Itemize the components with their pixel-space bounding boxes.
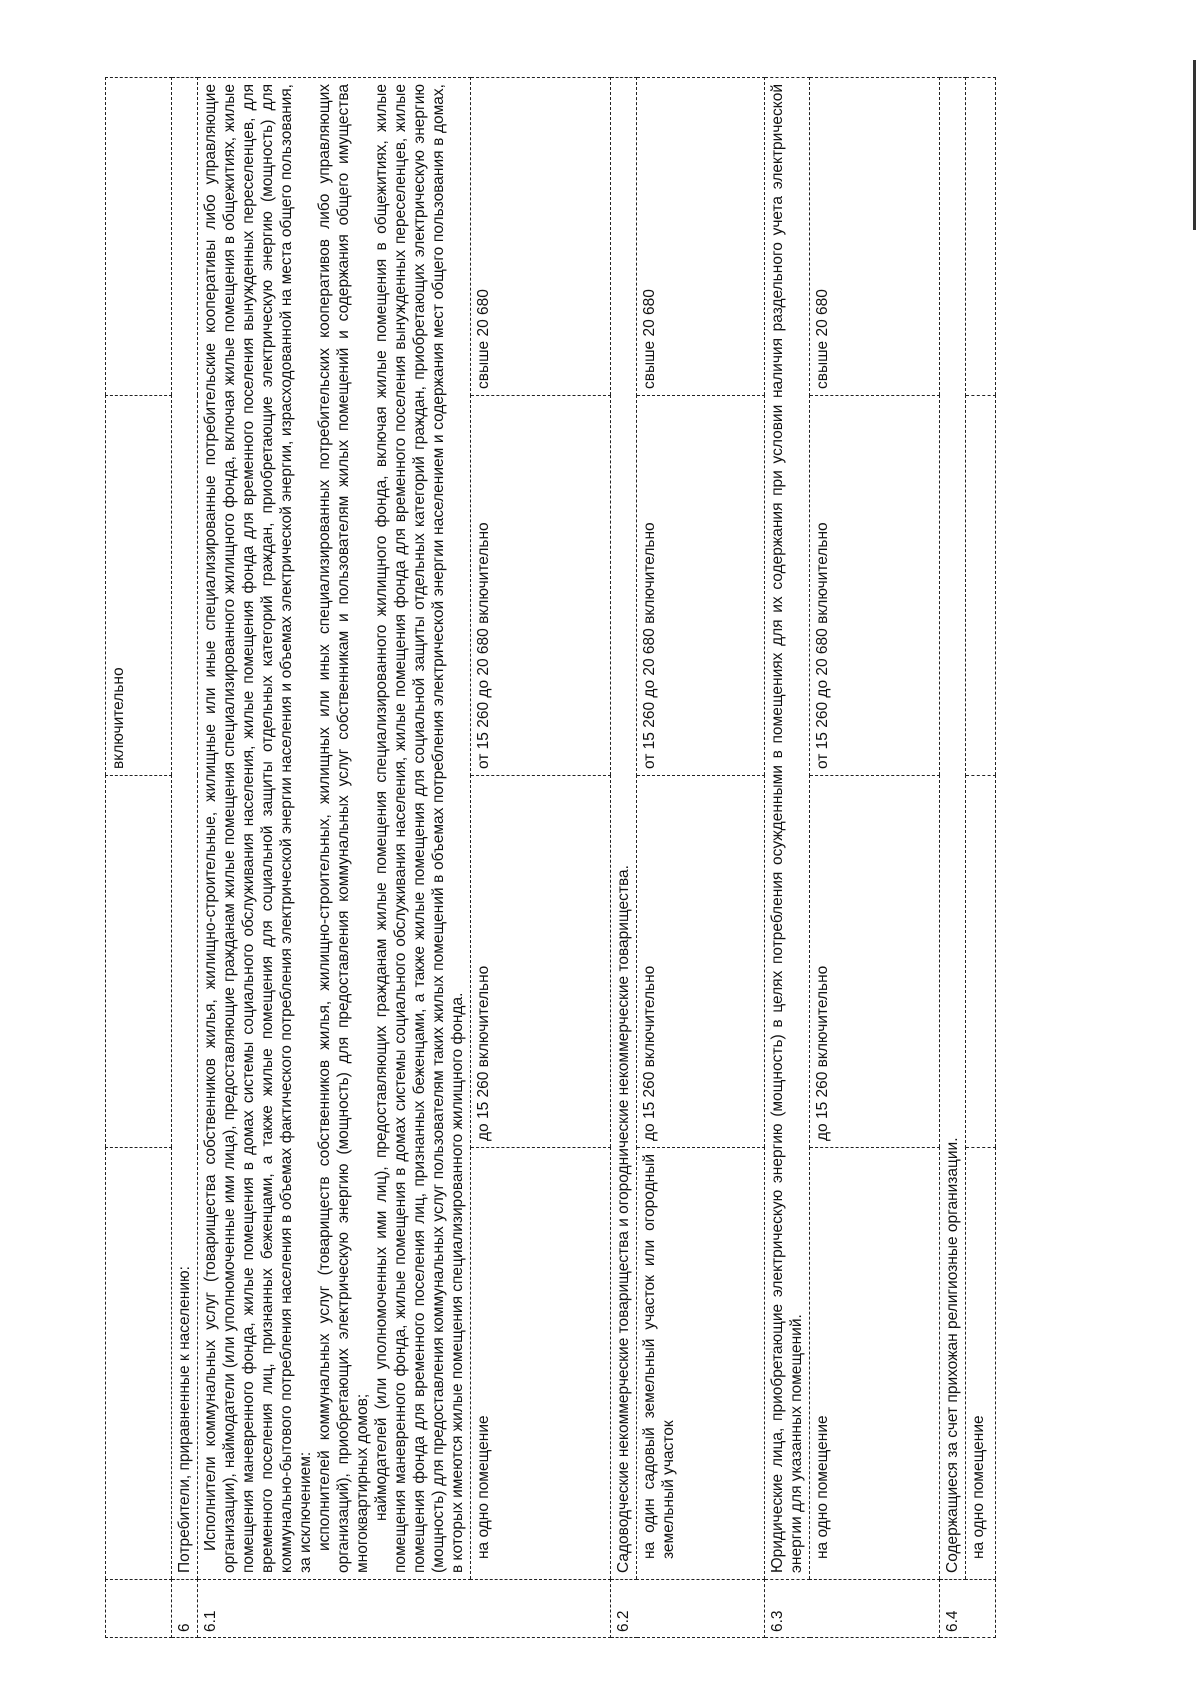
item-number-6-1: 6.1 [198,1580,611,1638]
item-6-3-title: Юридические лица, приобретающие электрическую энергию (мощность) в целях потребления осужденными в помещениях для их содержания при условии наличия раздельного учета электрической энергии для указанных помещений. [765,78,810,1580]
section-6-3-title-row [765,78,810,1638]
range-2 [966,396,996,776]
item-number-6-2: 6.2 [611,1580,765,1638]
range-2: от 15 260 до 20 680 включительно [810,396,940,776]
range-3: свыше 20 680 [810,78,940,396]
range-1: до 15 260 включительно [637,776,765,1148]
range-1 [966,776,996,1148]
range-2: от 15 260 до 20 680 включительно [471,396,611,776]
table-row [810,78,940,1638]
scan-edge-mark [1193,60,1196,230]
section-6-1-text-row [198,78,471,1638]
range-1: до 15 260 включительно [471,776,611,1148]
continuation-row [106,78,172,1638]
table-row [471,78,611,1638]
cont-col3 [106,776,172,1148]
range-3: свыше 20 680 [471,78,611,396]
section-6-2-title-row [611,78,637,1638]
cont-col5 [106,78,172,396]
cont-col4: включительно [106,396,172,776]
paragraph: исполнителей коммунальных услуг (товариществ собственников жилья, жилищно-строительных, жилищных или иных специализированных потребительских кооперативов либо управляющих организаций), приобретающих электрическую энергию (мощность) для предоставления коммунальных услуг собственникам и пользователям жилых помещений и содержания общего имущества многоквартирных домов; [316,84,371,1573]
section-title: Потребители, приравненные к населению: [172,78,198,1580]
row-label: на одно помещение [471,1148,611,1580]
section-number: 6 [172,1580,198,1638]
paragraph: Исполнители коммунальных услуг (товарищества собственников жилья, жилищно-строительные, жилищные или иные специализированные потребительские кооперативы либо управляющие организации), наймодатели (или уполномоченные ими лица), предоставляющие гражданам жилые помещения специализированного жилищного фонда, включая жилые помещения в общежитиях, жилые помещения маневренного фонда, жилые помещения в домах системы социального обслуживания населения, жилые помещения фонда для временного поселения вынужденных переселенцев, для временного поселения лиц, признанных беженцами, а также жилые помещения для социальной защиты отдельных категорий граждан, приобретающие электрическую энергию (мощность) для коммунально-бытового потребления населения в объемах фактического потребления электрической энергии населения и объемах электрической энергии, израсходованной на места общего пользования, за исключением: [202,84,314,1573]
range-1: до 15 260 включительно [810,776,940,1148]
cont-name [106,1148,172,1580]
row-label: на одно помещение [966,1148,996,1580]
range-3 [966,78,996,396]
item-6-2-title: Садоводческие некоммерческие товарищества и огороднические некоммерческие товарищества. [611,78,637,1580]
table-row [966,78,996,1638]
section-6-row [172,78,198,1638]
paragraph: наймодателей (или уполномоченных ими лиц), предоставляющих гражданам жилые помещения специализированного жилищного фонда, включая жилые помещения в общежитиях, жилые помещения маневренного фонда, жилые помещения в домах системы социального обслуживания населения, жилые помещения фонда для временного поселения вынужденных переселенцев, жилые помещения фонда для временного поселения лиц, признанных беженцами, а также жилые помещения для социальной защиты отдельных категорий граждан, приобретающих электрическую энергию (мощность) для предоставления коммунальных услуг пользователям таких жилых помещений в объемах потребления электрической энергии населением и содержания мест общего пользования в домах, в которых имеются жилые помещения специализированного жилищного фонда. [373,84,466,1573]
row-label: на одно помещение [810,1148,940,1580]
range-2: от 15 260 до 20 680 включительно [637,396,765,776]
cont-num [106,1580,172,1638]
item-6-1-description [198,78,471,1580]
range-3: свыше 20 680 [637,78,765,396]
section-6-4-title-row [940,78,966,1638]
item-number-6-4: 6.4 [940,1580,996,1638]
item-6-4-title: Содержащиеся за счет прихожан религиозные организации. [940,78,966,1580]
tariff-table [105,77,996,1638]
table-row [637,78,765,1638]
row-label: на один садовый земельный участок или огородный земельный участок [637,1148,765,1580]
item-number-6-3: 6.3 [765,1580,940,1638]
